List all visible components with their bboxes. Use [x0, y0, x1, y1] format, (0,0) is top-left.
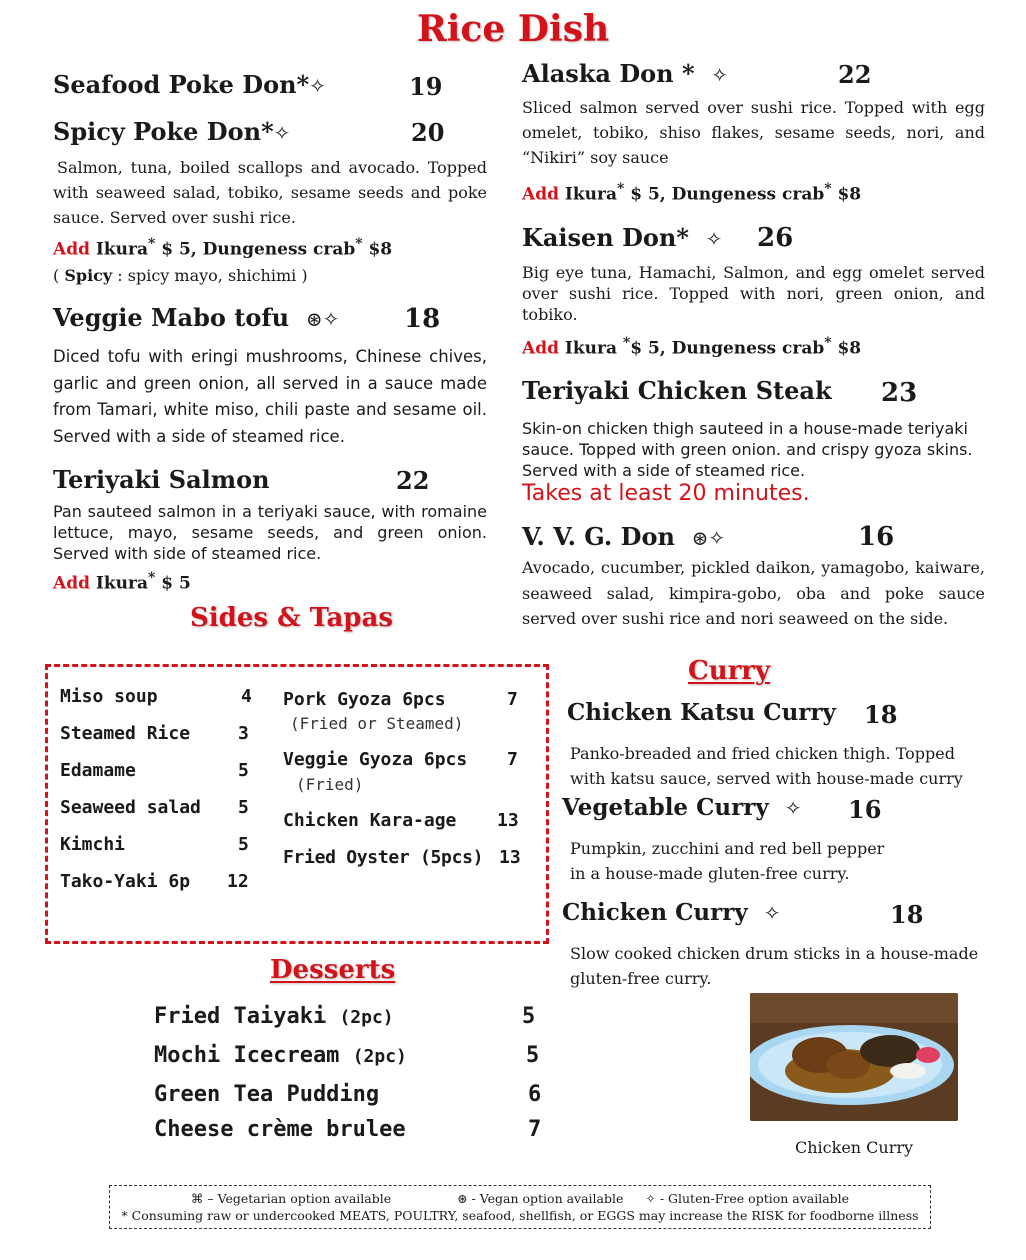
side-item-name: Steamed Rice — [60, 723, 191, 744]
gluten-free-legend: ✧ - Gluten-Free option available — [645, 1191, 850, 1206]
page-title: Rice Dish — [416, 8, 610, 50]
dessert-price: 6 — [528, 1082, 542, 1107]
addon-ikura: Ikura — [95, 239, 148, 260]
sides-heading: Sides & Tapas — [190, 603, 393, 633]
dish-name: Veggie Mabo tofu — [53, 303, 290, 332]
side-item-name: Chicken Kara-age — [283, 810, 457, 831]
side-item-price: 4 — [241, 686, 252, 707]
dish-price: 18 — [404, 304, 441, 334]
add-label: Add — [53, 239, 90, 260]
gluten-free-icon: ✧ — [784, 796, 802, 820]
dish-description: Panko-breaded and fried chicken thigh. Topped with katsu sauce, served with house-made curry — [570, 744, 963, 788]
side-item-name: Kimchi — [60, 834, 126, 855]
side-item-name: Miso soup — [60, 686, 158, 707]
side-item-price: 5 — [238, 760, 249, 781]
dish-spicy-poke-don — [53, 117, 290, 146]
side-item-price: 13 — [499, 847, 521, 868]
side-item-price: 13 — [497, 810, 519, 831]
side-item-price: 3 — [238, 723, 249, 744]
dessert-item — [154, 1117, 406, 1142]
spicy-label: Spicy — [64, 266, 113, 285]
dish-teriyaki-salmon: Teriyaki Salmon — [53, 465, 270, 494]
addon-price: $ 5, Dungeness crab — [155, 239, 356, 260]
gluten-free-icon: ✧ — [309, 74, 326, 98]
side-item-name: Tako-Yaki 6p — [60, 871, 191, 892]
side-item-note: (Fried or Steamed) — [290, 714, 464, 733]
paren: ( — [53, 266, 65, 285]
dish-description: Skin-on chicken thigh sauteed in a house-made teriyaki sauce. Topped with green onion. and crispy gyoza skins. Served with a side of steamed rice. — [522, 419, 973, 480]
dessert-price: 7 — [528, 1117, 542, 1142]
gluten-free-icon: ✧ — [705, 227, 723, 251]
curry-chicken-katsu: Chicken Katsu Curry — [567, 699, 836, 726]
dish-seafood-poke-don — [53, 70, 326, 99]
legend-box — [109, 1185, 931, 1229]
side-item-note: (Fried) — [296, 775, 364, 794]
dish-name: Chicken Curry — [562, 899, 748, 926]
side-item-name: Seaweed salad — [60, 797, 201, 818]
dessert-name: Fried Taiyaki — [154, 1004, 327, 1029]
side-item-name: Fried Oyster (5pcs) — [283, 847, 484, 868]
dessert-item — [154, 1004, 394, 1029]
dish-description: Pan sauteed salmon in a teriyaki sauce, with romaine lettuce, mayo, sesame seeds, and green onion. Served with side of steamed rice. — [53, 502, 487, 563]
dish-price: 22 — [838, 60, 872, 89]
addon-price: $8 — [831, 338, 862, 359]
addon-price: $8 — [362, 239, 393, 260]
dish-vvg-don — [522, 522, 725, 551]
dish-name: Vegetable Curry — [562, 794, 769, 821]
addon-price: $ 5, Dungeness crab — [624, 184, 825, 205]
vegetarian-legend: ⌘ – Vegetarian option available — [190, 1191, 392, 1206]
gluten-free-icon: ✧ — [763, 901, 781, 925]
dish-price: 20 — [411, 118, 445, 147]
dish-name: V. V. G. Don — [522, 522, 675, 551]
chicken-curry-image — [750, 993, 958, 1121]
addon-price: $8 — [831, 184, 862, 205]
dish-price: 22 — [396, 466, 430, 495]
dessert-qty: (2pc) — [339, 1007, 394, 1028]
dish-description: Avocado, cucumber, pickled daikon, yamagobo, kaiware, seaweed salad, kimpira-gobo, oba and poke sauce served over sushi rice and nori seaweed on the side. — [522, 558, 985, 628]
photo-caption: Chicken Curry — [795, 1138, 914, 1157]
addon-line: Add Ikura *$ 5, Dungeness crab* $8 — [522, 335, 862, 359]
dish-name: Alaska Don * — [522, 59, 695, 88]
curry-chicken — [562, 899, 780, 926]
dish-description: Big eye tuna, Hamachi, Salmon, and egg omelet served over sushi rice. Topped with nori, green onion, and tobiko. — [522, 263, 985, 324]
dish-price: 26 — [757, 223, 794, 253]
dish-description: Slow cooked chicken drum sticks in a house-made gluten-free curry. — [570, 944, 979, 988]
dish-description: Salmon, tuna, boiled scallops and avocado. Topped with seaweed salad, tobiko, sesame seeds and poke sauce. Served over sushi rice. — [53, 158, 487, 227]
addon-ikura: Ikura — [564, 184, 617, 205]
dish-price: 18 — [890, 900, 924, 929]
desserts-heading: Desserts — [270, 955, 396, 985]
spicy-note — [53, 266, 308, 285]
gluten-free-icon: ✧ — [711, 63, 728, 87]
dish-name: Kaisen Don* — [522, 223, 689, 252]
side-item-price: 5 — [238, 834, 249, 855]
dish-price: 18 — [864, 700, 898, 729]
vegan-gluten-free-icon: ⊛✧ — [691, 526, 726, 550]
legend-symbols — [110, 1190, 930, 1207]
dish-kaisen-don — [522, 223, 722, 252]
side-item-name: Veggie Gyoza 6pcs — [283, 749, 468, 770]
dish-description: Diced tofu with eringi mushrooms, Chinese chives, garlic and green onion, all served in a sauce made from Tamari, white miso, chili paste and sesame oil. Served with a side of steamed rice. — [53, 347, 487, 446]
chicken-curry-photo — [750, 993, 958, 1121]
dish-description: Pumpkin, zucchini and red bell pepper in a house-made gluten-free curry. — [570, 839, 885, 883]
addon-line: Add Ikura* $ 5 — [53, 570, 191, 594]
curry-heading: Curry — [688, 656, 771, 686]
dish-alaska-don — [522, 59, 728, 88]
dish-price: 16 — [848, 795, 882, 824]
dessert-price: 5 — [522, 1004, 536, 1029]
wait-time-warning: Takes at least 20 minutes. — [522, 481, 810, 506]
add-label: Add — [53, 573, 90, 594]
dish-veggie-mabo-tofu — [53, 303, 339, 332]
dessert-name: Cheese crème brulee — [154, 1117, 406, 1142]
dish-description: Sliced salmon served over sushi rice. Topped with egg omelet, tobiko, shiso flakes, sesame seeds, nori, and “Nikiri” soy sauce — [522, 98, 985, 167]
curry-vegetable — [562, 794, 801, 821]
gluten-free-icon: ✧ — [273, 121, 291, 145]
addon-price: $ 5 — [155, 573, 191, 594]
spicy-text: : spicy mayo, shichimi ) — [112, 266, 308, 285]
dessert-item — [154, 1082, 379, 1107]
dish-name: Seafood Poke Don* — [53, 70, 310, 99]
addon-ikura: Ikura — [95, 573, 148, 594]
addon-line: Add Ikura* $ 5, Dungeness crab* $8 — [522, 181, 862, 205]
addon-line: Add Ikura* $ 5, Dungeness crab* $8 — [53, 236, 393, 260]
side-item-price: 7 — [507, 689, 518, 710]
dessert-item — [154, 1043, 407, 1068]
side-item-price: 7 — [507, 749, 518, 770]
dish-name: Spicy Poke Don* — [53, 117, 274, 146]
addon-ikura: Ikura — [564, 338, 623, 359]
dish-teriyaki-chicken-steak: Teriyaki Chicken Steak — [522, 376, 832, 405]
dish-price: 16 — [858, 522, 895, 552]
side-item-price: 5 — [238, 797, 249, 818]
dessert-name: Green Tea Pudding — [154, 1082, 380, 1107]
dessert-name: Mochi Icecream — [154, 1043, 340, 1068]
add-label: Add — [522, 184, 559, 205]
vegan-legend: ⊛ - Vegan option available — [457, 1191, 624, 1206]
vegan-gluten-free-icon: ⊛✧ — [305, 307, 340, 331]
side-item-price: 12 — [227, 871, 249, 892]
side-item-name: Pork Gyoza 6pcs — [283, 689, 446, 710]
dish-price: 19 — [409, 72, 443, 101]
dish-price: 23 — [881, 378, 918, 408]
side-item-name: Edamame — [60, 760, 136, 781]
dessert-price: 5 — [526, 1043, 540, 1068]
add-label: Add — [522, 338, 559, 359]
foodborne-illness-warning: * Consuming raw or undercooked MEATS, POULTRY, seafood, shellfish, or EGGS may increase the RISK for foodborne illness — [121, 1208, 919, 1223]
addon-price: $ 5, Dungeness crab — [630, 338, 825, 359]
dessert-qty: (2pc) — [352, 1046, 407, 1067]
